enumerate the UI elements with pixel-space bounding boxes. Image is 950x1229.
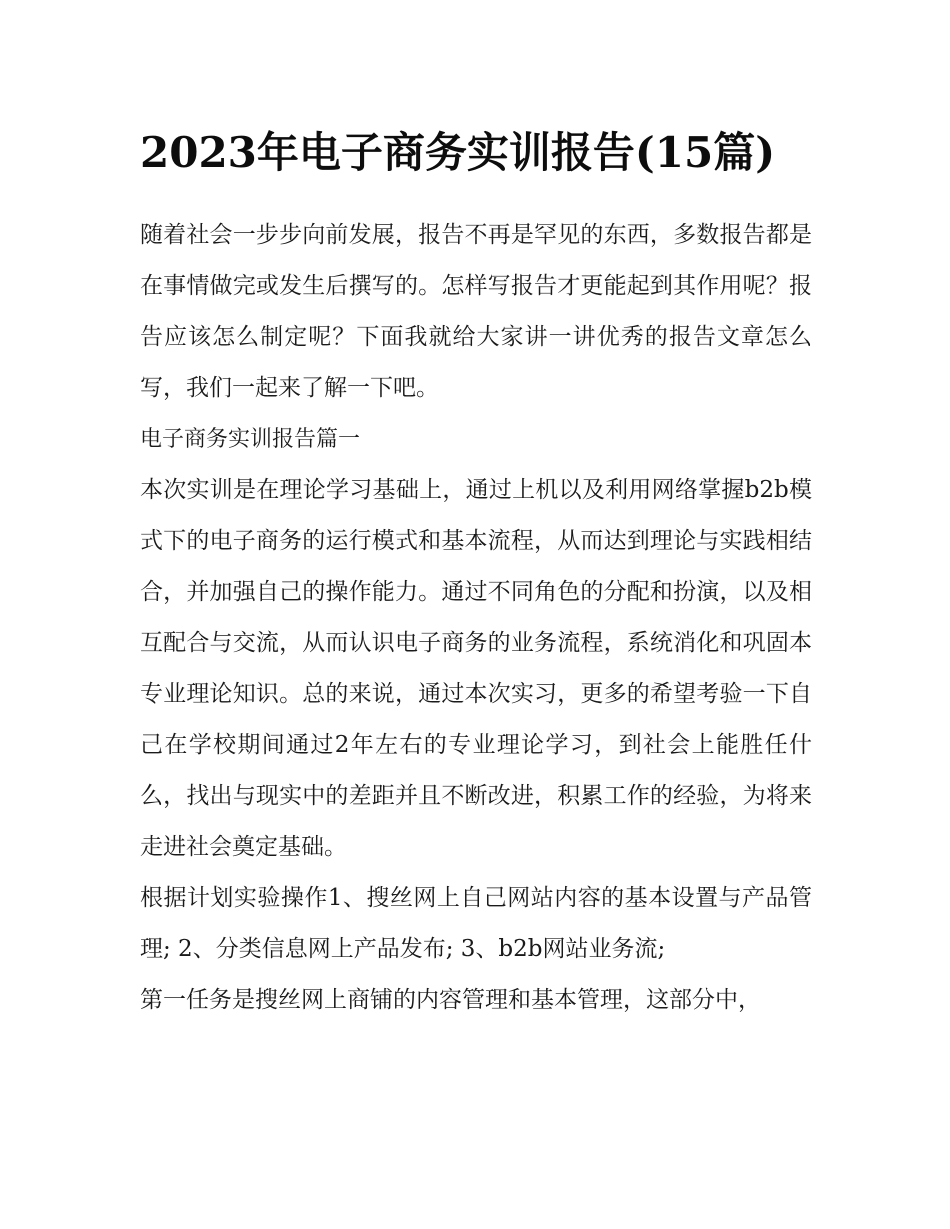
body-paragraph: 第一任务是搜丝网上商铺的内容管理和基本管理，这部分中，	[140, 987, 761, 1013]
intro-paragraph: 随着社会一步步向前发展，报告不再是罕见的东西，多数报告都是在事情做完或发生后撰写的。怎样写报告才更能起到其作用呢？报告应该怎么制定呢？下面我就给大家讲一讲优秀的报告文章怎么写，我们一起来了解一下吧。	[140, 222, 812, 401]
body-paragraph: 根据计划实验操作1、搜丝网上自己网站内容的基本设置与产品管理; 2、分类信息网上产品发布; 3、b2b网站业务流;	[140, 885, 812, 962]
document-body	[140, 118, 812, 1026]
body-paragraph: 本次实训是在理论学习基础上，通过上机以及利用网络掌握b2b模式下的电子商务的运行模式和基本流程，从而达到理论与实践相结合，并加强自己的操作能力。通过不同角色的分配和扮演，以及相互配合与交流，从而认识电子商务的业务流程，系统消化和巩固本专业理论知识。总的来说，通过本次实习，更多的希望考验一下自己在学校期间通过2年左右的专业理论学习，到社会上能胜任什么，找出与现实中的差距并且不断改进，积累工作的经验，为将来走进社会奠定基础。	[140, 477, 812, 860]
section-heading: 电子商务实训报告篇一	[140, 427, 361, 452]
document-title: 2023年电子商务实训报告(15篇)	[140, 128, 776, 177]
